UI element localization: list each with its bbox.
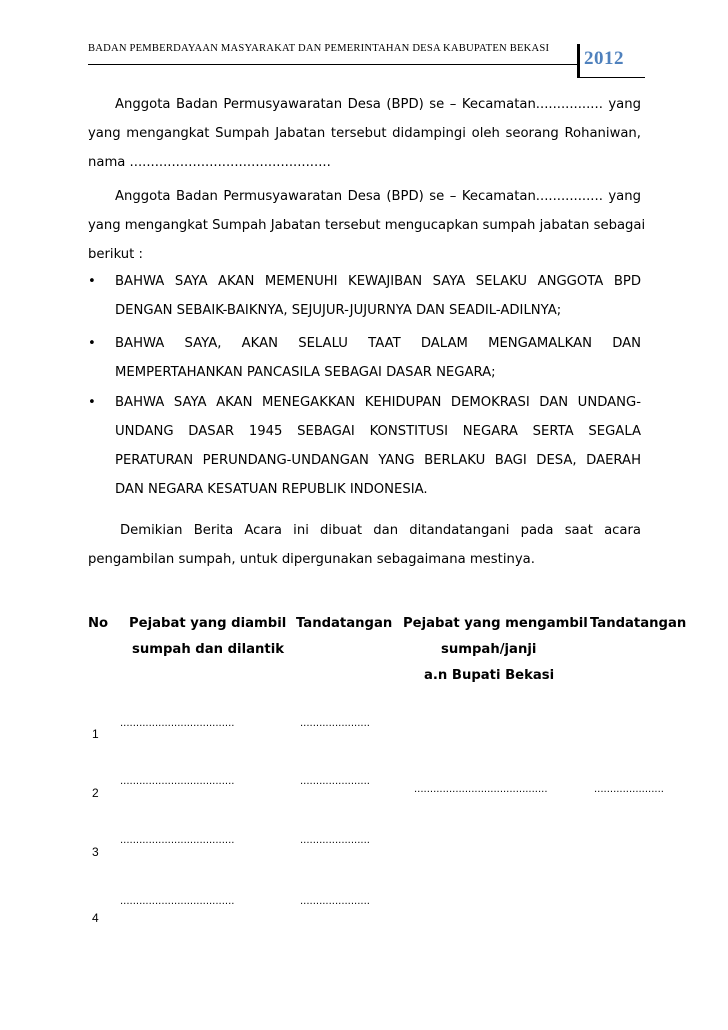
oath-line: BAHWA SAYA AKAN MENEGAKKAN KEHIDUPAN DEMOKRASI DAN UNDANG-	[115, 395, 641, 410]
header-year: 2012	[584, 48, 624, 69]
table-header-bupati: a.n Bupati Bekasi	[424, 668, 555, 683]
table-header-tandatangan-1: Tandatangan	[296, 616, 393, 631]
table-row-number: 1	[92, 727, 99, 741]
table-row-number: 2	[92, 786, 99, 800]
oath-line: BAHWA SAYA, AKAN SELALU TAAT DALAM MENGAMALKAN DAN	[115, 336, 641, 351]
oath-line: DAN NEGARA KESATUAN REPUBLIK INDONESIA.	[115, 482, 428, 497]
table-row-sign-placeholder: ......................	[300, 835, 370, 846]
table-header-no: No	[88, 616, 109, 631]
oath-line: BAHWA SAYA AKAN MEMENUHI KEWAJIBAN SAYA SELAKU ANGGOTA BPD	[115, 274, 641, 289]
paragraph-line: Anggota Badan Permusyawaratan Desa (BPD) se – Kecamatan................ yang	[115, 189, 641, 204]
table-row-name-placeholder: ....................................	[120, 835, 235, 846]
oath-line: DENGAN SEBAIK-BAIKNYA, SEJUJUR-JUJURNYA DAN SEADIL-ADILNYA;	[115, 303, 562, 318]
table-row-name-placeholder: ....................................	[120, 896, 235, 907]
header-separator	[577, 44, 580, 78]
table-row-name-placeholder: ....................................	[120, 718, 235, 729]
paragraph-line: nama ................................................	[88, 155, 331, 170]
table-header-pejabat-mengambil: Pejabat yang mengambil	[403, 616, 588, 631]
header-underline	[88, 64, 577, 65]
oath-line: PERATURAN PERUNDANG-UNDANGAN YANG BERLAKU BAGI DESA, DAERAH	[115, 453, 641, 468]
oath-line: UNDANG DASAR 1945 SEBAGAI KONSTITUSI NEGARA SERTA SEGALA	[115, 424, 641, 439]
header-year-underline	[577, 77, 645, 78]
bullet-icon: •	[88, 274, 96, 289]
bullet-icon: •	[88, 395, 96, 410]
table-row-sign-placeholder: ......................	[300, 776, 370, 787]
table-header-pejabat-mengambil-sub: sumpah/janji	[441, 642, 537, 657]
table-row-number: 4	[92, 911, 99, 925]
table-header-pejabat-diambil-sub: sumpah dan dilantik	[132, 642, 284, 657]
paragraph-rohaniwan	[88, 90, 641, 177]
paragraph-line: pengambilan sumpah, untuk dipergunakan sebagaimana mestinya.	[88, 552, 535, 567]
paragraph-line: Anggota Badan Permusyawaratan Desa (BPD) se – Kecamatan................ yang	[115, 97, 641, 112]
paragraph-line: berikut :	[88, 247, 143, 262]
table-header-pejabat-diambil: Pejabat yang diambil	[129, 616, 287, 631]
paragraph-closing	[88, 516, 641, 574]
paragraph-line: yang mengangkat Sumpah Jabatan tersebut mengucapkan sumpah jabatan sebagai	[88, 218, 646, 233]
official-sign-placeholder: ......................	[594, 784, 664, 795]
table-row-sign-placeholder: ......................	[300, 896, 370, 907]
table-row-sign-placeholder: ......................	[300, 718, 370, 729]
table-header-tandatangan-2: Tandatangan	[590, 616, 687, 631]
table-row-name-placeholder: ....................................	[120, 776, 235, 787]
bullet-icon: •	[88, 336, 96, 351]
paragraph-oath-intro	[88, 182, 646, 269]
header-organization: BADAN PEMBERDAYAAN MASYARAKAT DAN PEMERINTAHAN DESA KABUPATEN BEKASI	[88, 43, 550, 54]
oath-line: MEMPERTAHANKAN PANCASILA SEBAGAI DASAR NEGARA;	[115, 365, 496, 380]
table-row-number: 3	[92, 845, 99, 859]
paragraph-line: Demikian Berita Acara ini dibuat dan ditandatangani pada saat acara	[120, 523, 641, 538]
paragraph-line: yang mengangkat Sumpah Jabatan tersebut didampingi oleh seorang Rohaniwan,	[88, 126, 641, 141]
official-name-placeholder: ..........................................	[414, 784, 548, 795]
